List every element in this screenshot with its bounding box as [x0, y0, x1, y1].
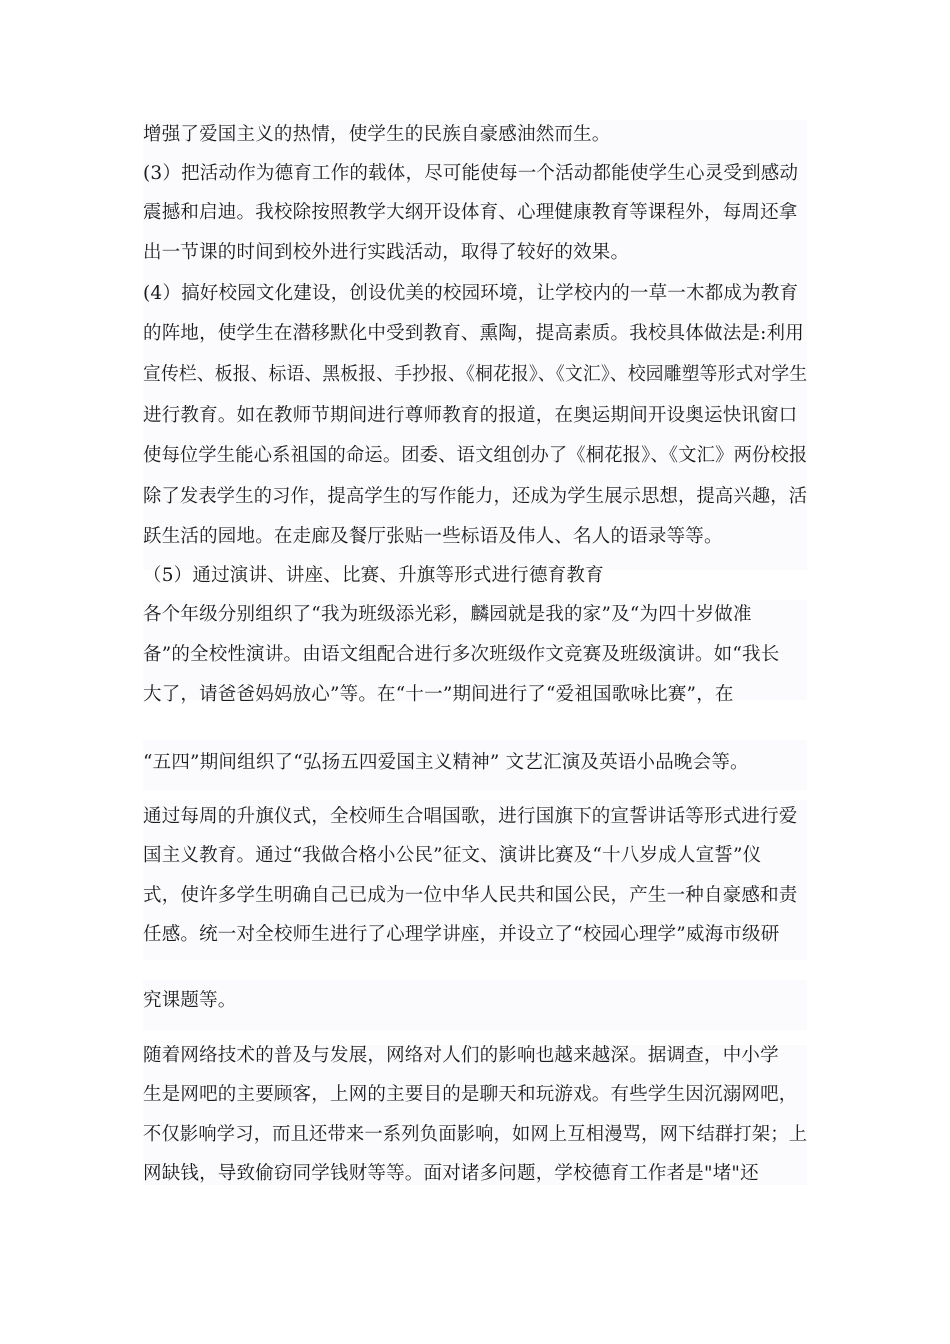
paragraph-line: 生是网吧的主要顾客，上网的主要目的是聊天和玩游戏。有些学生因沉溺网吧， [143, 1084, 798, 1105]
paragraph-line: 跃生活的园地。在走廊及餐厅张贴一些标语及伟人、名人的语录等等。 [143, 526, 723, 547]
paragraph-line: 出一节课的时间到校外进行实践活动，取得了较好的效果。 [143, 242, 630, 263]
paragraph-line: 宣传栏、板报、标语、黑板报、手抄报、《桐花报》、《文汇》、校园雕塑等形式对学生 [143, 364, 808, 385]
paragraph-line: 增强了爱国主义的热情，使学生的民族自豪感油然而生。 [143, 124, 611, 145]
paragraph-line: 的阵地，使学生在潜移默化中受到教育、熏陶，提高素质。我校具体做法是:利用 [143, 323, 804, 344]
paragraph-line: 除了发表学生的习作，提高学生的写作能力，还成为学生展示思想，提高兴趣，活 [143, 486, 808, 507]
paragraph-line: 各个年级分别组织了“我为班级添光彩，麟园就是我的家”及“为四十岁做准 [143, 604, 752, 625]
paragraph-line: 任感。统一对全校师生进行了心理学讲座，并设立了“校园心理学”威海市级研 [143, 924, 780, 945]
paragraph-line: “五四”期间组织了“弘扬五四爱国主义精神” 文艺汇演及英语小品晚会等。 [143, 752, 749, 773]
section-heading: （5）通过演讲、讲座、比赛、升旗等形式进行德育教育 [143, 565, 604, 586]
text-background [143, 980, 807, 1030]
paragraph-line: 备”的全校性演讲。由语文组配合进行多次班级作文竞赛及班级演讲。如“我长 [143, 644, 780, 665]
paragraph-line: (4）搞好校园文化建设，创设优美的校园环境，让学校内的一草一木都成为教育 [143, 283, 799, 304]
paragraph-line: 震撼和启迪。我校除按照教学大纲开设体育、心理健康教育等课程外，每周还拿 [143, 202, 798, 223]
paragraph-line: 式，使许多学生明确自己已成为一位中华人民共和国公民，产生一种自豪感和责 [143, 885, 798, 906]
paragraph-line: 通过每周的升旗仪式，全校师生合唱国歌，进行国旗下的宣誓讲话等形式进行爱 [143, 806, 798, 827]
paragraph-line: (3）把活动作为德育工作的载体，尽可能使每一个活动都能使学生心灵受到感动 [143, 163, 799, 184]
paragraph-line: 国主义教育。通过“我做合格小公民”征文、演讲比赛及“十八岁成人宣誓”仪 [143, 845, 762, 866]
paragraph-line: 网缺钱，导致偷窃同学钱财等等。面对诸多问题，学校德育工作者是"堵"还 [143, 1163, 759, 1184]
paragraph-line: 随着网络技术的普及与发展，网络对人们的影响也越来越深。据调查，中小学 [143, 1045, 779, 1066]
paragraph-line: 不仅影响学习，而且还带来一系列负面影响，如网上互相漫骂，网下结群打架；上 [143, 1124, 808, 1145]
paragraph-line: 究课题等。 [143, 990, 237, 1011]
paragraph-line: 大了，请爸爸妈妈放心”等。在“十一”期间进行了“爱祖国歌咏比赛”，在 [143, 684, 734, 705]
paragraph-line: 进行教育。如在教师节期间进行尊师教育的报道，在奥运期间开设奥运快讯窗口 [143, 405, 798, 426]
paragraph-line: 使每位学生能心系祖国的命运。团委、语文组创办了《桐花报》、《文汇》两份校报 [143, 445, 808, 466]
